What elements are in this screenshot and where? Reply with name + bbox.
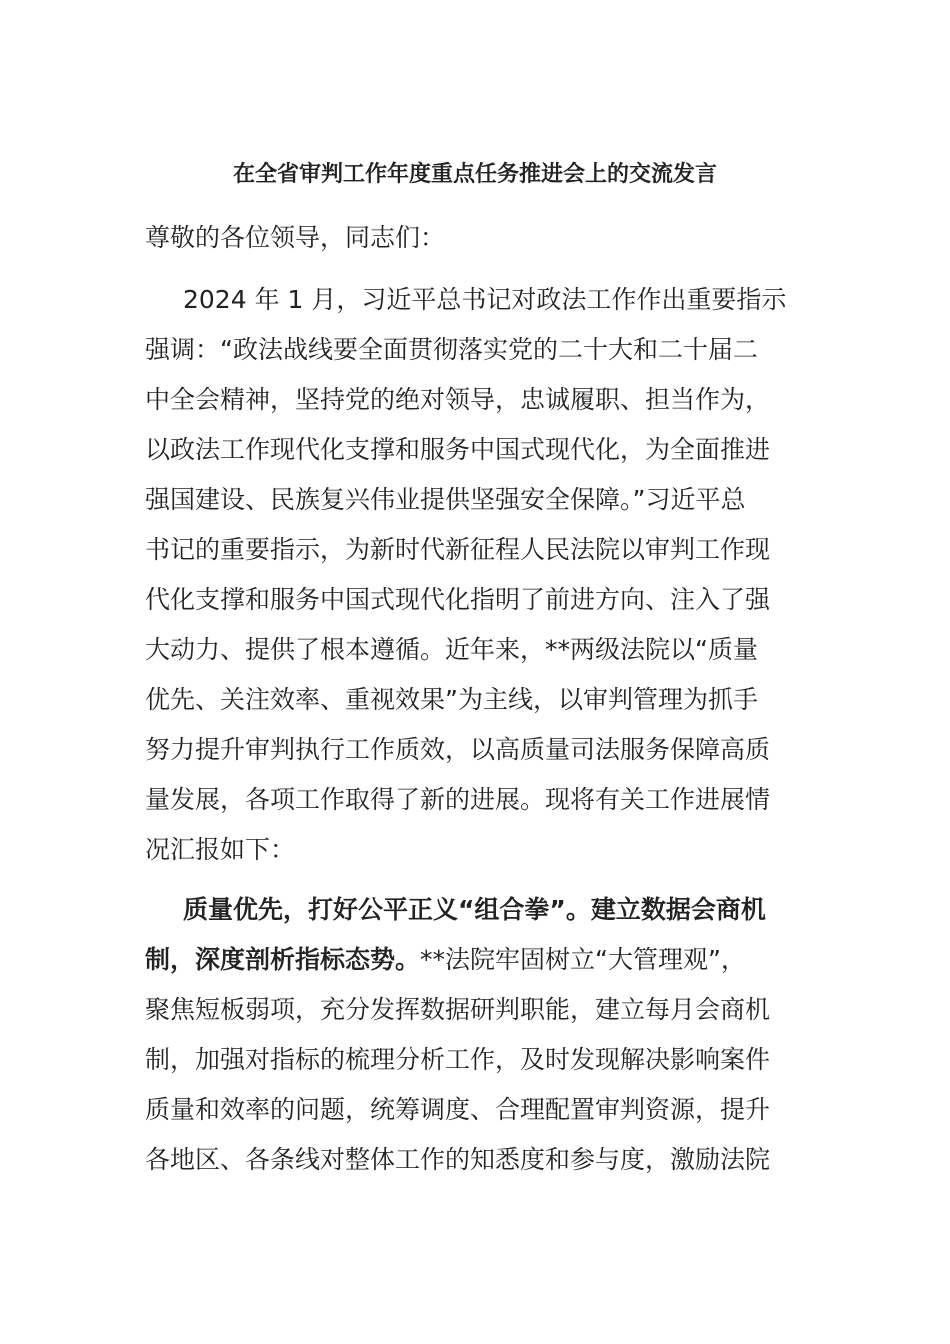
paragraph-line: 优先、关注效率、重视效果”为主线，以审判管理为抓手 [145,685,758,714]
paragraph-line: 聚焦短板弱项，充分发挥数据研判职能，建立每月会商机 [145,995,771,1024]
paragraph-line: 大动力、提供了根本遵循。近年来，**两级法院以“质量 [145,635,758,664]
paragraph-line: 质量和效率的问题，统筹调度、合理配置审判资源，提升 [145,1095,771,1124]
paragraph-line: 制，加强对指标的梳理分析工作，及时发现解决影响案件 [145,1045,771,1074]
paragraph-line: 各地区、各条线对整体工作的知悉度和参与度，激励法院 [145,1145,771,1174]
section-subheading: 制，深度剖析指标态势。 [145,945,421,974]
paragraph-line: 强国建设、民族复兴伟业提供坚强安全保障。”习近平总 [145,485,746,514]
paragraph-line: 强调：“政法战线要全面贯彻落实党的二十大和二十届二 [145,335,758,364]
paragraph-line: 代化支撑和服务中国式现代化指明了前进方向、注入了强 [145,585,771,614]
paragraph-text: **法院牢固树立“大管理观”， [420,945,746,974]
paragraph-line: 以政法工作现代化支撑和服务中国式现代化，为全面推进 [145,435,771,464]
paragraph-line [145,940,810,980]
salutation: 尊敬的各位领导，同志们： [145,223,446,252]
paragraph-line: 中全会精神，坚持党的绝对领导，忠诚履职、担当作为， [145,385,771,414]
paragraph-line: 2024 年 1 月，习近平总书记对政法工作作出重要指示 [183,285,787,314]
paragraph-line: 况汇报如下： [145,835,296,864]
section-heading: 质量优先，打好公平正义“组合拳”。建立数据会商机 [183,895,766,924]
paragraph-line: 量发展，各项工作取得了新的进展。现将有关工作进展情 [145,785,771,814]
document-title: 在全省审判工作年度重点任务推进会上的交流发言 [232,162,717,187]
paragraph-line: 努力提升审判执行工作质效，以高质量司法服务保障高质 [145,735,771,764]
paragraph-line: 书记的重要指示，为新时代新征程人民法院以审判工作现 [145,535,771,564]
